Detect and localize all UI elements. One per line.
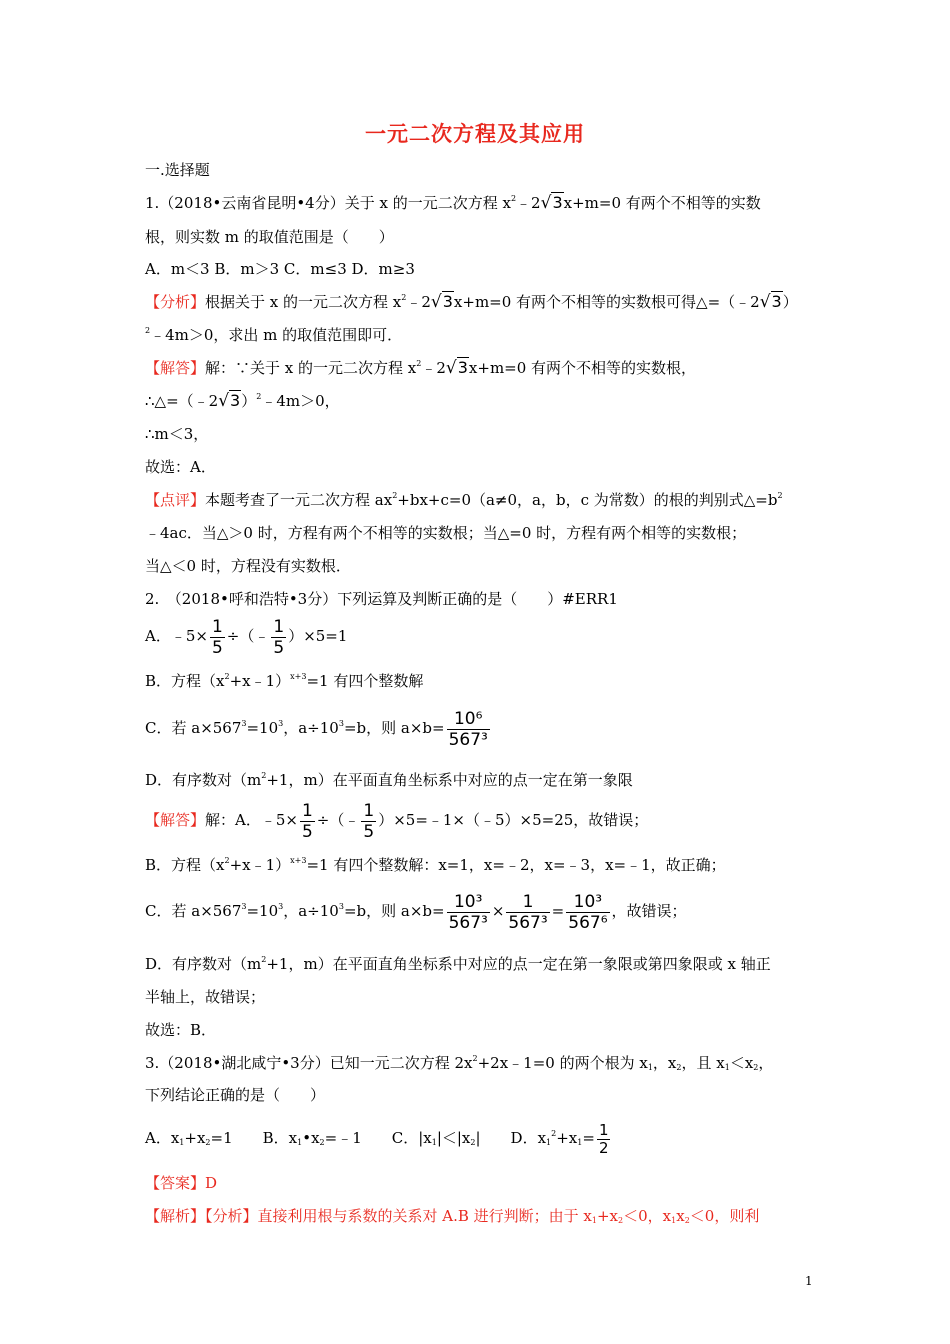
q1-comment-line2: ﹣4ac．当△＞0 时，方程有两个不相等的实数根；当△=0 时，方程有两个相等的实数根； <box>145 524 747 542</box>
q1-analysis-line1: 【分析】根据关于 x 的一元二次方程 $x^2﹣2√3x+m=0$ 有两个不相等的实数根可得△=（﹣2√3） <box>145 292 798 312</box>
q2-answer-d-line1: D．有序数对（$m^2+1$，m）在平面直角坐标系中对应的点一定在第一象限或第四象限或 x 轴正 <box>145 955 771 973</box>
q1-comment-line1: 【点评】本题考查了一元二次方程 $ax^2+bx+c=0(a\ne 0$，a，b，c 为常数）的根的判别式$\triangle=b^2$ <box>145 491 783 509</box>
page-number: 1 <box>805 1274 813 1288</box>
fraction-icon: $\frac{\text{10³}}{\text{567³}}$ <box>448 891 488 933</box>
sqrt-3-icon: √3 <box>759 292 782 312</box>
q1-options: A．m＜3 B．m＞3 C．m≤3 D．m≥3 <box>145 260 415 278</box>
fraction-icon: $\frac{1}{5}$ <box>273 616 285 658</box>
q1-step1: ∴△=（﹣2√3）$^2$﹣4m＞0， <box>145 391 340 411</box>
sqrt-3-icon: √3 <box>540 193 563 213</box>
q1-analysis-line2: $^2$﹣4m＞0，求出 m 的取值范围即可． <box>145 326 403 344</box>
q1-comment-line3: 当△＜0 时，方程没有实数根． <box>145 557 351 575</box>
q2-option-c: C．若 $a\times 567^3=10^3$，$a\div 10^3=b$，则 a×b= $\frac{\text{10⁶}}{\text{567³}}$ <box>145 708 488 750</box>
q3-analysis: 【解析】【分析】直接利用根与系数的关系对 A.B 进行判断；由于 $x_1+x_2<0$，$x_1x_2<0$，则利 <box>145 1207 760 1225</box>
q2-option-a: A．﹣5× $\frac{1}{5}$ ÷（﹣ $\frac{1}{5}$ ）×5=1 <box>145 616 348 658</box>
q1-choice: 故选：A． <box>145 458 216 476</box>
q2-answer-a: 【解答】解：A．﹣5× $\frac{1}{5}$ ÷（﹣ $\frac{1}{5}$ ）×5=﹣1×（﹣5）×5=25，故错误； <box>145 800 649 842</box>
q3-stem-line1: 3.（2018•湖北咸宁•3分）已知一元二次方程 $2x^2+2x﹣1=0$ 的两个根为 $x_1$，$x_2$，且 $x_1<x_2$， <box>145 1054 774 1072</box>
fraction-icon: $\frac{1}{5}$ <box>301 800 313 842</box>
fraction-icon: $\frac{1}{5}$ <box>211 616 223 658</box>
q2-choice: 故选：B． <box>145 1021 217 1039</box>
fraction-icon: $\frac{1}{\text{567³}}$ <box>508 891 548 933</box>
section-heading: 一.选择题 <box>145 161 210 179</box>
sqrt-3-icon: √3 <box>445 358 468 378</box>
page-title: 一元二次方程及其应用 <box>365 121 585 146</box>
q1-stem-line1: 1.（2018•云南省昆明•4分）关于 x 的一元二次方程 $x^2﹣2√3x+m=0$ 有两个不相等的实数 <box>145 193 761 213</box>
sqrt-3-icon: √3 <box>218 391 241 411</box>
q2-option-b: B．方程$(x^2+x﹣1)^{x+3}=1$ 有四个整数解 <box>145 672 424 690</box>
q3-stem-line2: 下列结论正确的是（ ） <box>145 1086 326 1104</box>
q1-answer-line1: 【解答】解：∵关于 x 的一元二次方程 $x^2﹣2√3x+m=0$ 有两个不相等的实数根， <box>145 358 697 378</box>
q2-answer-b: B．方程$(x^2+x﹣1)^{x+3}=1$ 有四个整数解：x=1，x=﹣2，x=﹣3，x=﹣1，故正确； <box>145 856 726 874</box>
q2-stem: 2. （2018•呼和浩特•3分）下列运算及判断正确的是（ ）#ERR1 <box>145 590 618 608</box>
fraction-icon: $\frac{1}{2}$ <box>598 1120 609 1157</box>
q3-answer: 【答案】D <box>145 1174 218 1192</box>
fraction-icon: $\frac{\text{10³}}{\text{567⁶}}$ <box>568 891 608 933</box>
fraction-icon: $\frac{\text{10⁶}}{\text{567³}}$ <box>448 708 488 750</box>
q3-options: A．$x_1+x_2=1$ B．$x_1•x_2=﹣1$ C．$|x_1|<|x_2|$ D．$x_1^2+x_1=$ $\frac{1}{2}$ <box>145 1120 609 1157</box>
q1-step2: ∴m＜3， <box>145 425 209 443</box>
q2-answer-d-line2: 半轴上，故错误； <box>145 988 266 1006</box>
sqrt-3-icon: √3 <box>430 292 453 312</box>
q2-option-d: D．有序数对（$m^2+1$，m）在平面直角坐标系中对应的点一定在第一象限 <box>145 771 633 789</box>
fraction-icon: $\frac{1}{5}$ <box>363 800 375 842</box>
q1-stem-line2: 根，则实数 m 的取值范围是（ ） <box>145 228 394 246</box>
q2-answer-c: C．若 $a\times 567^3=10^3$，$a\div 10^3=b$，则 a×b= $\frac{\text{10³}}{\text{567³}}$ × $\frac{1}{\text{567³}}$ = $\frac{\text{10³}}{\text{567⁶}}$ ，故错误； <box>145 891 687 933</box>
